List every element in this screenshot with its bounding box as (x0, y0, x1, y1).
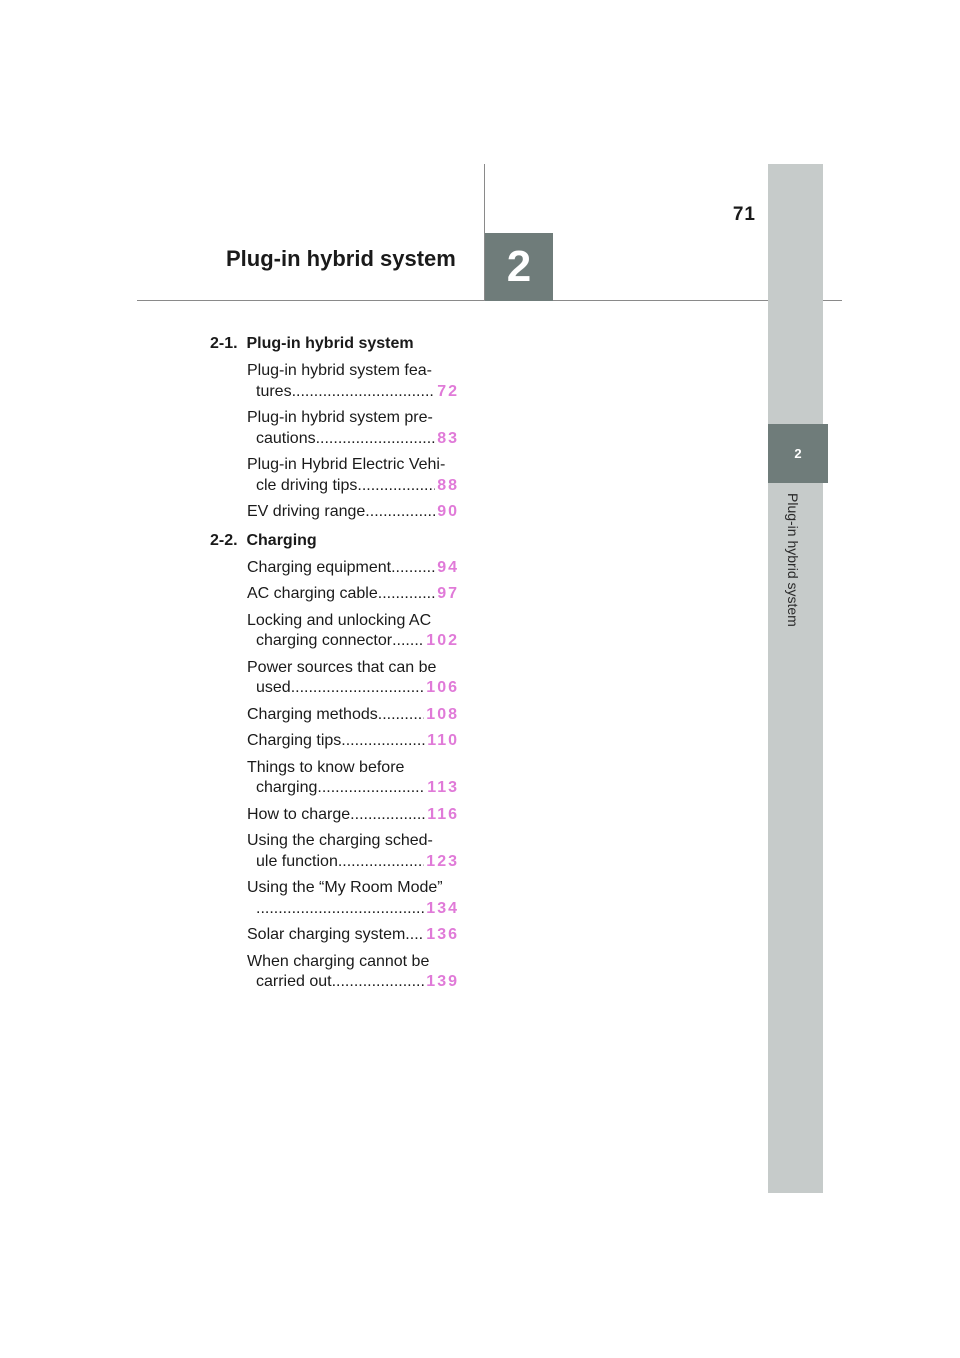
toc-section-heading: 2-2. Charging (210, 531, 317, 549)
toc-dot-leader (317, 778, 425, 799)
toc-page-link[interactable]: 123 (426, 852, 459, 870)
toc-dot-leader (391, 558, 435, 579)
toc-dot-leader (392, 631, 424, 652)
toc-entry-title: When charging cannot be (247, 952, 430, 970)
toc-entry[interactable] (247, 758, 459, 799)
toc-entry-title: Power sources that can be (247, 658, 437, 676)
toc-entry[interactable] (247, 705, 459, 726)
toc-entry-title-continued: cle driving tips (256, 476, 358, 494)
toc-entry[interactable] (247, 408, 459, 449)
toc-entry-title-continued: carried out (256, 973, 332, 990)
toc-entry-title: Charging equipment (247, 558, 392, 576)
toc-dot-leader (332, 972, 425, 993)
toc-entry-title: Charging methods (247, 705, 378, 723)
toc-page-link[interactable]: 88 (437, 476, 459, 494)
toc-entry-title: Locking and unlocking AC (247, 611, 432, 629)
toc-entry[interactable] (247, 925, 459, 946)
toc-page-link[interactable]: 139 (426, 973, 459, 990)
toc-page-link[interactable]: 102 (426, 632, 459, 649)
toc-entry-title: AC charging cable (247, 585, 378, 602)
toc-entry[interactable] (247, 502, 459, 523)
toc-section-heading: 2-1. Plug-in hybrid system (210, 335, 414, 352)
toc-page-link[interactable]: 83 (437, 429, 459, 447)
toc-entry-title: Plug-in hybrid system fea- (247, 362, 432, 379)
toc-entry[interactable] (247, 731, 459, 752)
side-strip (768, 164, 823, 1193)
toc-dot-leader (405, 925, 424, 946)
toc-dot-leader (292, 382, 436, 403)
toc-page-link[interactable]: 97 (437, 585, 459, 602)
toc-entry[interactable] (247, 658, 459, 699)
toc-entry[interactable] (247, 805, 459, 826)
toc-entry-title-continued: charging connector (256, 632, 393, 649)
toc-dot-leader (291, 678, 425, 699)
toc-entry[interactable] (247, 611, 459, 652)
toc-entry-title: Using the “My Room Mode” (247, 879, 443, 896)
side-chapter-tab[interactable]: 2 (768, 424, 828, 483)
toc-page-link[interactable]: 72 (437, 382, 459, 400)
toc-page-link[interactable]: 116 (427, 805, 459, 823)
toc-entry-title: Things to know before (247, 758, 405, 776)
page-number: 71 (732, 204, 756, 225)
toc-dot-leader (357, 476, 435, 497)
toc-dot-leader (378, 705, 425, 726)
chapter-title: Plug-in hybrid system (226, 246, 456, 271)
toc-page-link[interactable]: 113 (427, 779, 459, 796)
side-chapter-label-text: Plug-in hybrid system (785, 493, 801, 627)
toc-dot-leader (338, 852, 424, 873)
toc-page-link[interactable]: 108 (426, 705, 459, 723)
toc-entry-title: Plug-in Hybrid Electric Vehi- (247, 456, 446, 473)
toc-entry-title: EV driving range (247, 503, 366, 520)
toc-entry[interactable] (247, 878, 459, 919)
toc-entry-title: Using the charging sched- (247, 832, 433, 849)
chapter-number-box: 2 (485, 233, 553, 301)
toc-entry[interactable] (247, 952, 459, 993)
toc-entry[interactable] (247, 558, 459, 579)
toc-page-link[interactable]: 134 (426, 899, 459, 917)
toc-entry-title-continued: used (256, 679, 291, 696)
toc-entry-title-continued: cautions (256, 429, 316, 447)
toc-dot-leader (316, 429, 436, 450)
toc-entry-title-continued: tures (256, 382, 292, 400)
toc-entry[interactable] (247, 455, 459, 496)
toc-dot-leader (365, 502, 435, 523)
toc-page-link[interactable]: 94 (437, 558, 459, 576)
toc-entry[interactable] (247, 584, 459, 605)
toc-entry-title: Plug-in hybrid system pre- (247, 409, 433, 426)
toc-entry-title-continued: ule function (256, 852, 338, 870)
toc-page-link[interactable]: 106 (426, 679, 459, 696)
toc-entry[interactable] (247, 831, 459, 872)
toc-dot-leader (378, 584, 435, 605)
table-of-contents (210, 334, 462, 999)
toc-dot-leader (341, 731, 425, 752)
toc-entry-title: Charging tips (247, 732, 342, 749)
toc-entry[interactable] (247, 361, 459, 402)
toc-dot-leader (256, 899, 424, 920)
toc-entry-title: Solar charging system (247, 926, 406, 943)
toc-dot-leader (350, 805, 425, 826)
toc-entry-title: How to charge (247, 805, 351, 823)
toc-page-link[interactable]: 136 (426, 926, 459, 943)
side-chapter-label (783, 493, 801, 658)
toc-page-link[interactable]: 90 (437, 503, 459, 520)
toc-page-link[interactable]: 110 (427, 732, 459, 749)
toc-entry-title-continued: charging (256, 779, 318, 796)
